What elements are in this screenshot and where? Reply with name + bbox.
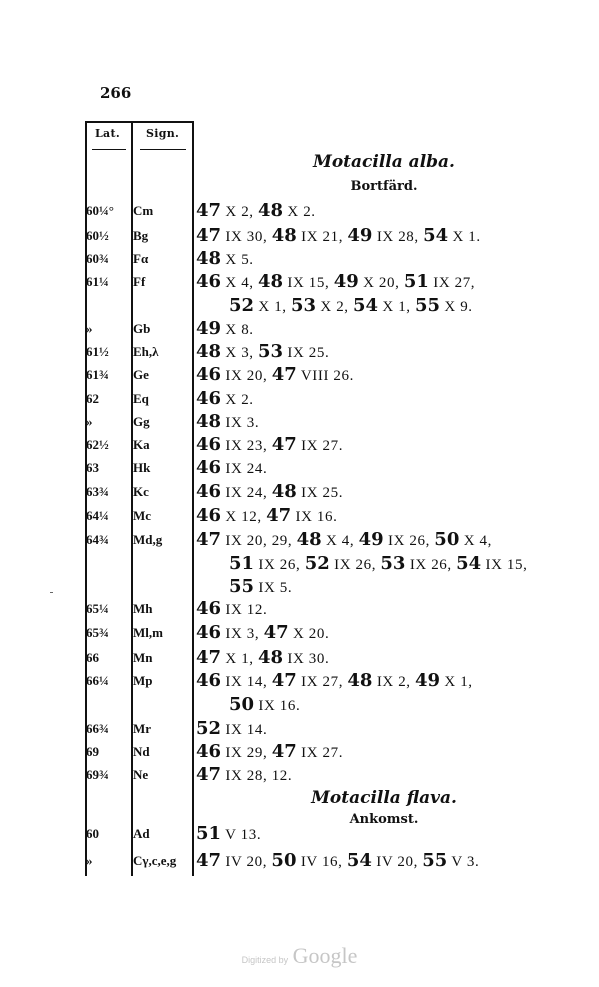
- year-number: 46: [196, 457, 222, 478]
- latitude-cell: 66¾: [86, 721, 109, 736]
- year-number: 49: [196, 318, 222, 339]
- record-line: 46 X 12, 47 IX 16.: [196, 505, 338, 526]
- signature-cell: Ge: [133, 367, 149, 382]
- latitude-cell: 61¼: [86, 274, 109, 289]
- year-number: 55: [422, 850, 448, 871]
- year-number: 51: [229, 552, 255, 574]
- year-number: 52: [196, 718, 222, 739]
- signature-cell: Mc: [133, 508, 152, 523]
- record-line: 46 IX 24.: [196, 457, 268, 478]
- latitude-cell: 60¼°: [86, 203, 114, 218]
- page-number: 266: [100, 84, 132, 102]
- year-number: 50: [434, 529, 460, 550]
- latitude-cell: 66: [86, 650, 99, 665]
- record-line: 46 IX 14, 47 IX 27, 48 IX 2, 49 X 1,: [196, 670, 473, 691]
- year-number: 55: [415, 294, 441, 316]
- latitude-cell: »: [86, 414, 93, 429]
- year-number: 48: [271, 481, 297, 502]
- signature-cell: Eq: [133, 391, 149, 406]
- year-number: 46: [196, 388, 222, 409]
- record-line: 46 IX 3, 47 X 20.: [196, 622, 330, 643]
- latitude-cell: 61½: [86, 344, 109, 359]
- margin-mark: [50, 592, 53, 593]
- year-number: 54: [346, 850, 372, 871]
- signature-cell: Hk: [133, 460, 151, 475]
- year-number: 50: [229, 693, 255, 715]
- signature-cell: Mh: [133, 601, 153, 616]
- signature-cell: Mp: [133, 673, 153, 688]
- year-number: 48: [196, 341, 222, 362]
- year-number: 52: [304, 552, 330, 574]
- year-number: 46: [196, 598, 222, 619]
- signature-cell: Eh,λ: [133, 344, 159, 359]
- year-number: 47: [271, 670, 297, 691]
- signature-cell: Ne: [133, 767, 149, 782]
- latitude-cell: »: [86, 321, 93, 336]
- year-number: 48: [296, 529, 322, 550]
- section-subtitle: Ankomst.: [349, 812, 419, 827]
- signature-cell: Md,g: [133, 532, 163, 547]
- signature-cell: Bg: [133, 228, 149, 243]
- signature-cell: Ka: [133, 437, 150, 452]
- year-number: 47: [271, 364, 297, 385]
- latitude-cell: 61¾: [86, 367, 109, 382]
- signature-cell: Cm: [133, 203, 154, 218]
- year-number: 54: [353, 294, 379, 316]
- latitude-cell: 60¾: [86, 251, 109, 266]
- signature-cell: Mn: [133, 650, 153, 665]
- year-number: 47: [196, 764, 222, 785]
- signature-cell: Cγ,c,e,g: [133, 853, 177, 868]
- signature-cell: Kc: [133, 484, 149, 499]
- latitude-cell: 64¾: [86, 532, 109, 547]
- year-number: 48: [196, 411, 222, 432]
- year-number: 46: [196, 481, 222, 502]
- signature-cell: Gg: [133, 414, 150, 429]
- year-number: 48: [196, 248, 222, 269]
- year-number: 47: [196, 225, 222, 246]
- header-lat: Lat.: [95, 127, 120, 140]
- year-number: 52: [229, 294, 255, 316]
- record-line: 47 IX 20, 29, 48 X 4, 49 IX 26, 50 X 4,: [196, 529, 492, 550]
- record-line: 55 IX 5.: [229, 576, 293, 597]
- year-number: 46: [196, 271, 222, 292]
- latitude-cell: 65¼: [86, 601, 109, 616]
- header-rule-sign: [140, 149, 186, 150]
- record-line: 46 IX 12.: [196, 598, 268, 619]
- year-number: 49: [358, 529, 384, 550]
- record-line: 47 X 2, 48 X 2.: [196, 200, 316, 221]
- record-line: 46 X 4, 48 IX 15, 49 X 20, 51 IX 27,: [196, 271, 476, 292]
- digitized-watermark: [0, 943, 599, 969]
- record-line: 52 X 1, 53 X 2, 54 X 1, 55 X 9.: [229, 294, 473, 316]
- record-line: 46 IX 23, 47 IX 27.: [196, 434, 344, 455]
- record-line: 48 X 5.: [196, 248, 254, 269]
- year-number: 46: [196, 364, 222, 385]
- year-number: 47: [271, 434, 297, 455]
- latitude-cell: 63¾: [86, 484, 109, 499]
- year-number: 48: [347, 670, 373, 691]
- section-title: Motacilla flava.: [311, 788, 457, 808]
- signature-cell: Ad: [133, 826, 150, 841]
- section-title: Motacilla alba.: [313, 152, 455, 172]
- signature-cell: Gb: [133, 321, 151, 336]
- year-number: 49: [347, 225, 373, 246]
- year-number: 48: [258, 200, 284, 221]
- column-divider-sign: [192, 121, 194, 876]
- table-top-rule: [86, 121, 194, 123]
- year-number: 46: [196, 622, 222, 643]
- record-line: 52 IX 14.: [196, 718, 268, 739]
- signature-cell: Ml,m: [133, 625, 163, 640]
- year-number: 51: [403, 271, 429, 292]
- latitude-cell: 60: [86, 826, 99, 841]
- latitude-cell: 66¼: [86, 673, 109, 688]
- year-number: 54: [423, 225, 449, 246]
- latitude-cell: 64¼: [86, 508, 109, 523]
- year-number: 51: [196, 823, 222, 844]
- record-line: 50 IX 16.: [229, 693, 301, 715]
- latitude-cell: 60½: [86, 228, 109, 243]
- year-number: 49: [415, 670, 441, 691]
- header-rule-lat: [92, 149, 126, 150]
- year-number: 53: [258, 341, 284, 362]
- record-line: 47 IV 20, 50 IV 16, 54 IV 20, 55 V 3.: [196, 850, 480, 871]
- record-line: 47 IX 30, 48 IX 21, 49 IX 28, 54 X 1.: [196, 225, 481, 246]
- record-line: 51 IX 26, 52 IX 26, 53 IX 26, 54 IX 15,: [229, 552, 528, 574]
- year-number: 47: [266, 505, 292, 526]
- year-number: 47: [271, 741, 297, 762]
- latitude-cell: 65¾: [86, 625, 109, 640]
- year-number: 47: [263, 622, 289, 643]
- latitude-cell: 69¾: [86, 767, 109, 782]
- watermark-brand: Google: [292, 943, 358, 968]
- record-line: 46 X 2.: [196, 388, 254, 409]
- latitude-cell: 62: [86, 391, 99, 406]
- year-number: 47: [196, 850, 222, 871]
- year-number: 47: [196, 647, 222, 668]
- signature-cell: Mr: [133, 721, 152, 736]
- year-number: 46: [196, 434, 222, 455]
- year-number: 50: [271, 850, 297, 871]
- signature-cell: Ff: [133, 274, 146, 289]
- header-sign: Sign.: [146, 127, 180, 140]
- record-line: 46 IX 29, 47 IX 27.: [196, 741, 344, 762]
- watermark-prefix: Digitized by: [241, 955, 289, 965]
- record-line: 51 V 13.: [196, 823, 262, 844]
- record-line: 46 IX 20, 47 VIII 26.: [196, 364, 354, 385]
- record-line: 47 IX 28, 12.: [196, 764, 293, 785]
- latitude-cell: 62½: [86, 437, 109, 452]
- record-line: 49 X 8.: [196, 318, 254, 339]
- latitude-cell: 69: [86, 744, 99, 759]
- year-number: 46: [196, 741, 222, 762]
- year-number: 53: [291, 294, 317, 316]
- year-number: 48: [271, 225, 297, 246]
- year-number: 48: [258, 647, 284, 668]
- year-number: 46: [196, 670, 222, 691]
- year-number: 49: [333, 271, 359, 292]
- year-number: 55: [229, 576, 255, 597]
- signature-cell: Nd: [133, 744, 150, 759]
- year-number: 46: [196, 505, 222, 526]
- record-line: 48 IX 3.: [196, 411, 260, 432]
- record-line: 47 X 1, 48 IX 30.: [196, 647, 330, 668]
- record-line: 46 IX 24, 48 IX 25.: [196, 481, 344, 502]
- signature-cell: Fα: [133, 251, 149, 266]
- year-number: 54: [456, 552, 482, 574]
- latitude-cell: »: [86, 853, 93, 868]
- record-line: 48 X 3, 53 IX 25.: [196, 341, 330, 362]
- latitude-cell: 63: [86, 460, 99, 475]
- year-number: 53: [380, 552, 406, 574]
- year-number: 47: [196, 529, 222, 550]
- section-subtitle: Bortfärd.: [350, 179, 418, 194]
- year-number: 48: [258, 271, 284, 292]
- year-number: 47: [196, 200, 222, 221]
